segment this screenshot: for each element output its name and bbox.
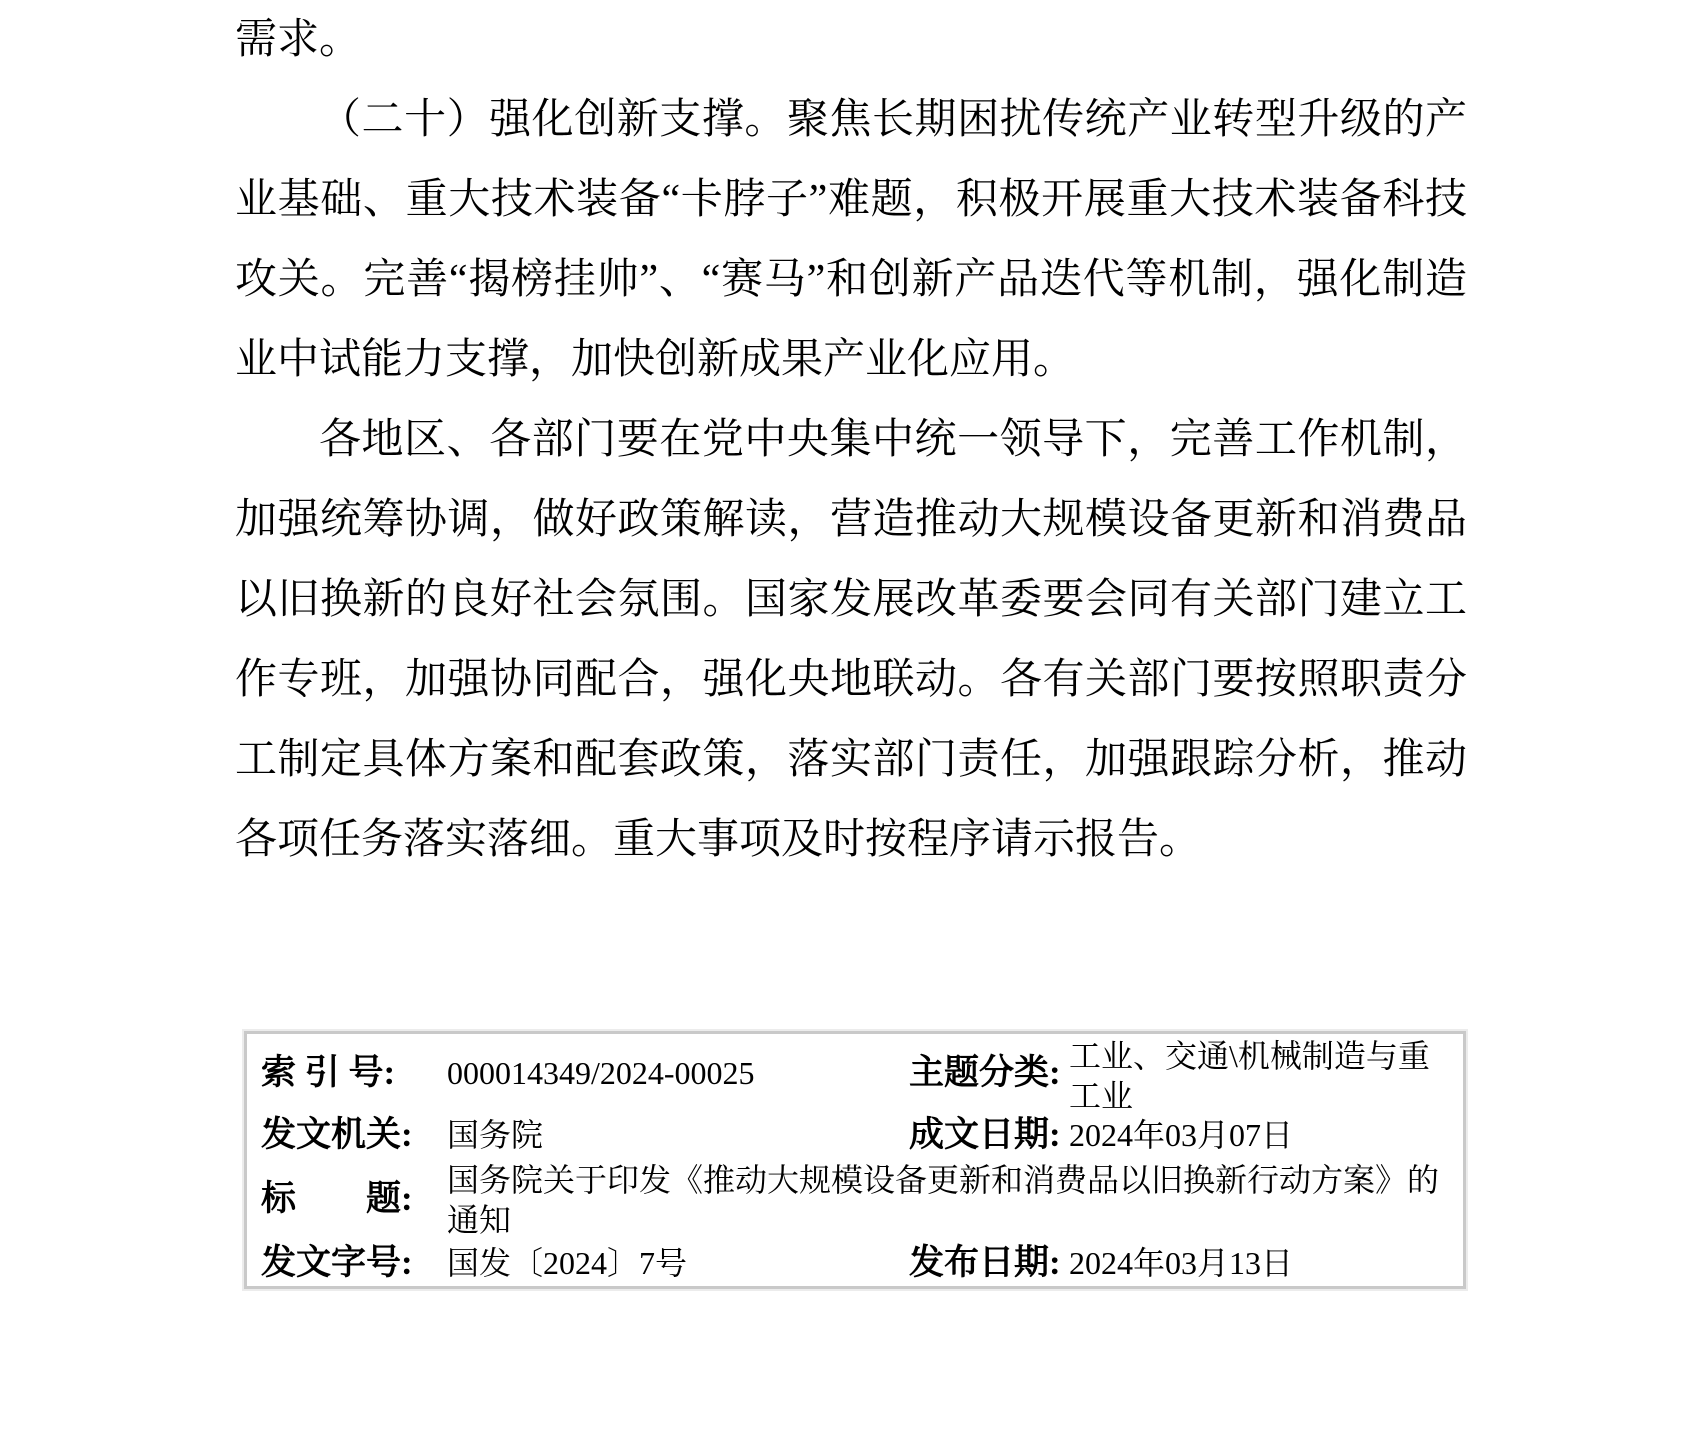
body-paragraph-section-20 — [235, 80, 1467, 400]
meta-label-publish-date: 发布日期: — [909, 1243, 1061, 1282]
meta-value-issuing-agency: 国务院 — [447, 1117, 544, 1153]
paragraph-text: 各地区、各部门要在党中央集中统一领导下，完善工作机制，加强统筹协调，做好政策解读，营造推动大规模设备更新和消费品以旧换新的良好社会氛围。国家发展改革委要会同有关部门建立工作专班，加强协同配合，强化央地联动。各有关部门要按照职责分工制定具体方案和配套政策，落实部门责任，加强跟踪分析，推动各项任务落实落细。重大事项及时按程序请示报告。 — [235, 417, 1467, 863]
meta-value-doc-number: 国发〔2024〕7号 — [447, 1245, 688, 1281]
meta-value-title: 国务院关于印发《推动大规模设备更新和消费品以旧换新行动方案》的通知 — [447, 1162, 1440, 1238]
document-metadata-table — [244, 1031, 1466, 1289]
meta-value-topic-category: 工业、交通\机械制造与重工业 — [1069, 1038, 1430, 1112]
body-paragraph-continuation — [235, 0, 1467, 80]
paragraph-text: 聚焦长期困扰传统产业转型升级的产业基础、重大技术装备“卡脖子”难题，积极开展重大技术装备科技攻关。完善“揭榜挂帅”、“赛马”和创新产品迭代等机制，强化制造业中试能力支撑，加快创新成果产业化应用。 — [235, 97, 1467, 383]
meta-label-written-date: 成文日期: — [909, 1115, 1061, 1154]
meta-label-issuing-agency: 发文机关: — [261, 1115, 413, 1154]
meta-label-index-number: 索 引 号: — [261, 1053, 396, 1092]
paragraph-text: 需求。 — [235, 17, 362, 63]
meta-value-publish-date: 2024年03月13日 — [1069, 1245, 1294, 1281]
body-paragraph-closing — [235, 400, 1467, 880]
section-heading: （二十）强化创新支撑。 — [319, 97, 787, 143]
meta-label-topic-category: 主题分类: — [909, 1053, 1061, 1092]
meta-value-index-number: 000014349/2024-00025 — [447, 1055, 755, 1091]
meta-label-doc-number: 发文字号: — [261, 1243, 413, 1282]
meta-label-title: 标 题: — [261, 1179, 413, 1218]
meta-value-written-date: 2024年03月07日 — [1069, 1117, 1294, 1153]
document-body — [235, 0, 1467, 880]
